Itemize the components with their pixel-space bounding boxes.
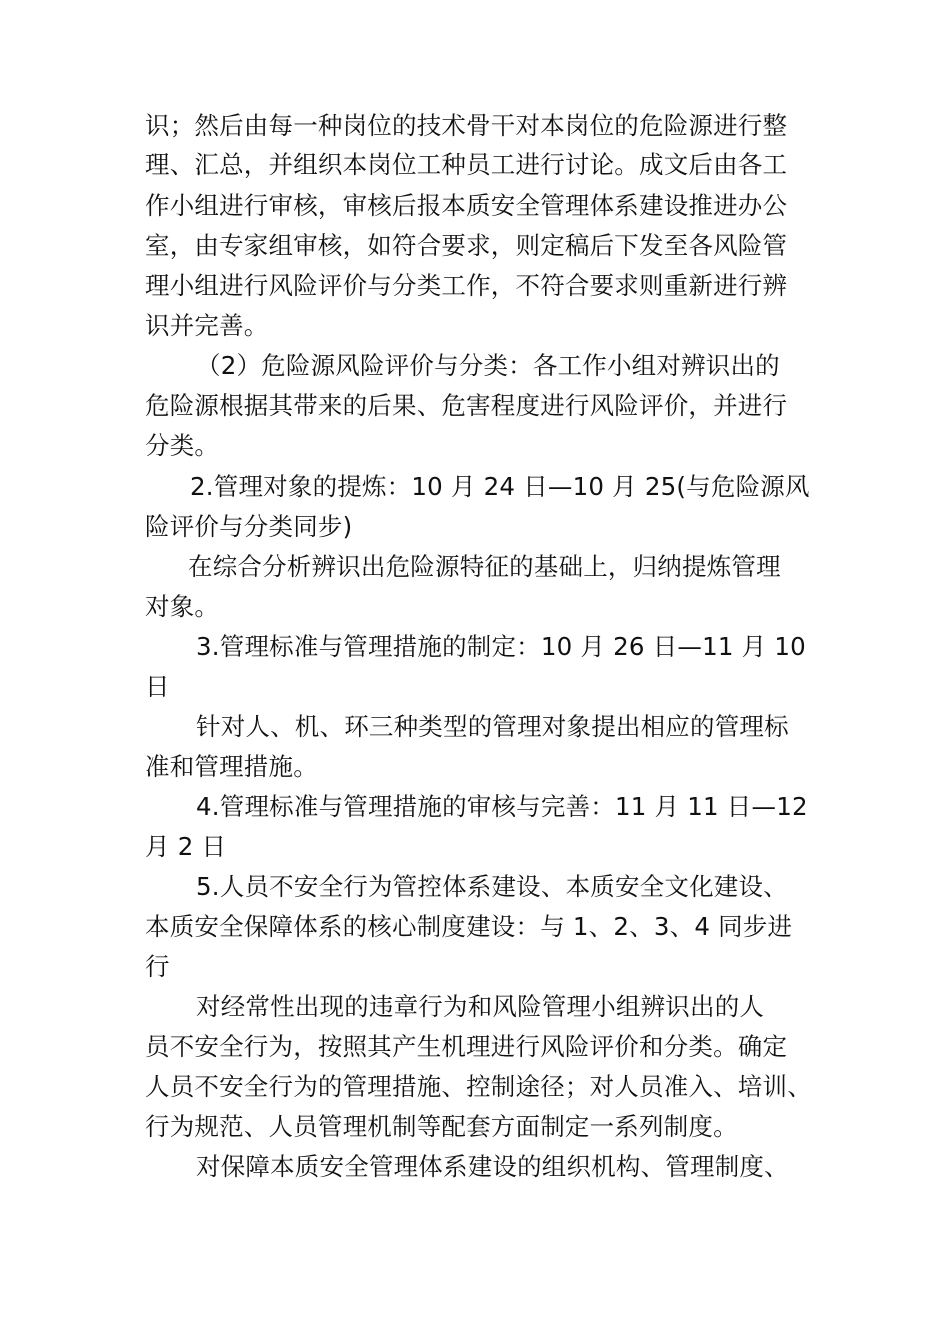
text-line: 危险源根据其带来的后果、危害程度进行风险评价，并进行 (145, 391, 788, 420)
text-line: 行为规范、人员管理机制等配套方面制定一系列制度。 (145, 1112, 738, 1141)
text-line: 识；然后由每一种岗位的技术骨干对本岗位的危险源进行整 (145, 111, 788, 140)
text-line: 作小组进行审核，审核后报本质安全管理体系建设推进办公 (145, 191, 788, 220)
text-line: 行 (145, 952, 170, 981)
text-line: 对象。 (145, 592, 220, 621)
text-line: 本质安全保障体系的核心制度建设：与 1、2、3、4 同步进 (145, 912, 793, 941)
text-line: 分类。 (145, 431, 220, 460)
text-line: 月 2 日 (145, 832, 227, 861)
text-line: 4.管理标准与管理措施的审核与完善：11 月 11 日—12 (196, 792, 808, 821)
text-line: 人员不安全行为的管理措施、控制途径；对人员准入、培训、 (145, 1072, 812, 1101)
text-line: 对经常性出现的违章行为和风险管理小组辨识出的人 (196, 992, 765, 1021)
text-line: 2.管理对象的提炼：10 月 24 日—10 月 25(与危险源风 (190, 472, 810, 501)
text-line: 日 (145, 672, 170, 701)
text-line: 识并完善。 (145, 311, 269, 340)
text-line: 险评价与分类同步) (145, 512, 353, 541)
text-line: 员不安全行为，按照其产生机理进行风险评价和分类。确定 (145, 1032, 788, 1061)
text-line: （2）危险源风险评价与分类：各工作小组对辨识出的 (196, 351, 780, 380)
text-line: 准和管理措施。 (145, 752, 318, 781)
text-line: 5.人员不安全行为管控体系建设、本质安全文化建设、 (196, 872, 788, 901)
text-line: 在综合分析辨识出危险源特征的基础上，归纳提炼管理 (188, 552, 781, 581)
text-line: 室，由专家组审核，如符合要求，则定稿后下发至各风险管 (145, 231, 788, 260)
text-line: 针对人、机、环三种类型的管理对象提出相应的管理标 (196, 712, 789, 741)
text-line: 理小组进行风险评价与分类工作，不符合要求则重新进行辨 (145, 271, 788, 300)
text-line: 对保障本质安全管理体系建设的组织机构、管理制度、 (196, 1152, 789, 1181)
text-line: 理、汇总，并组织本岗位工种员工进行讨论。成文后由各工 (145, 150, 788, 179)
text-line: 3.管理标准与管理措施的制定：10 月 26 日—11 月 10 (196, 632, 806, 661)
